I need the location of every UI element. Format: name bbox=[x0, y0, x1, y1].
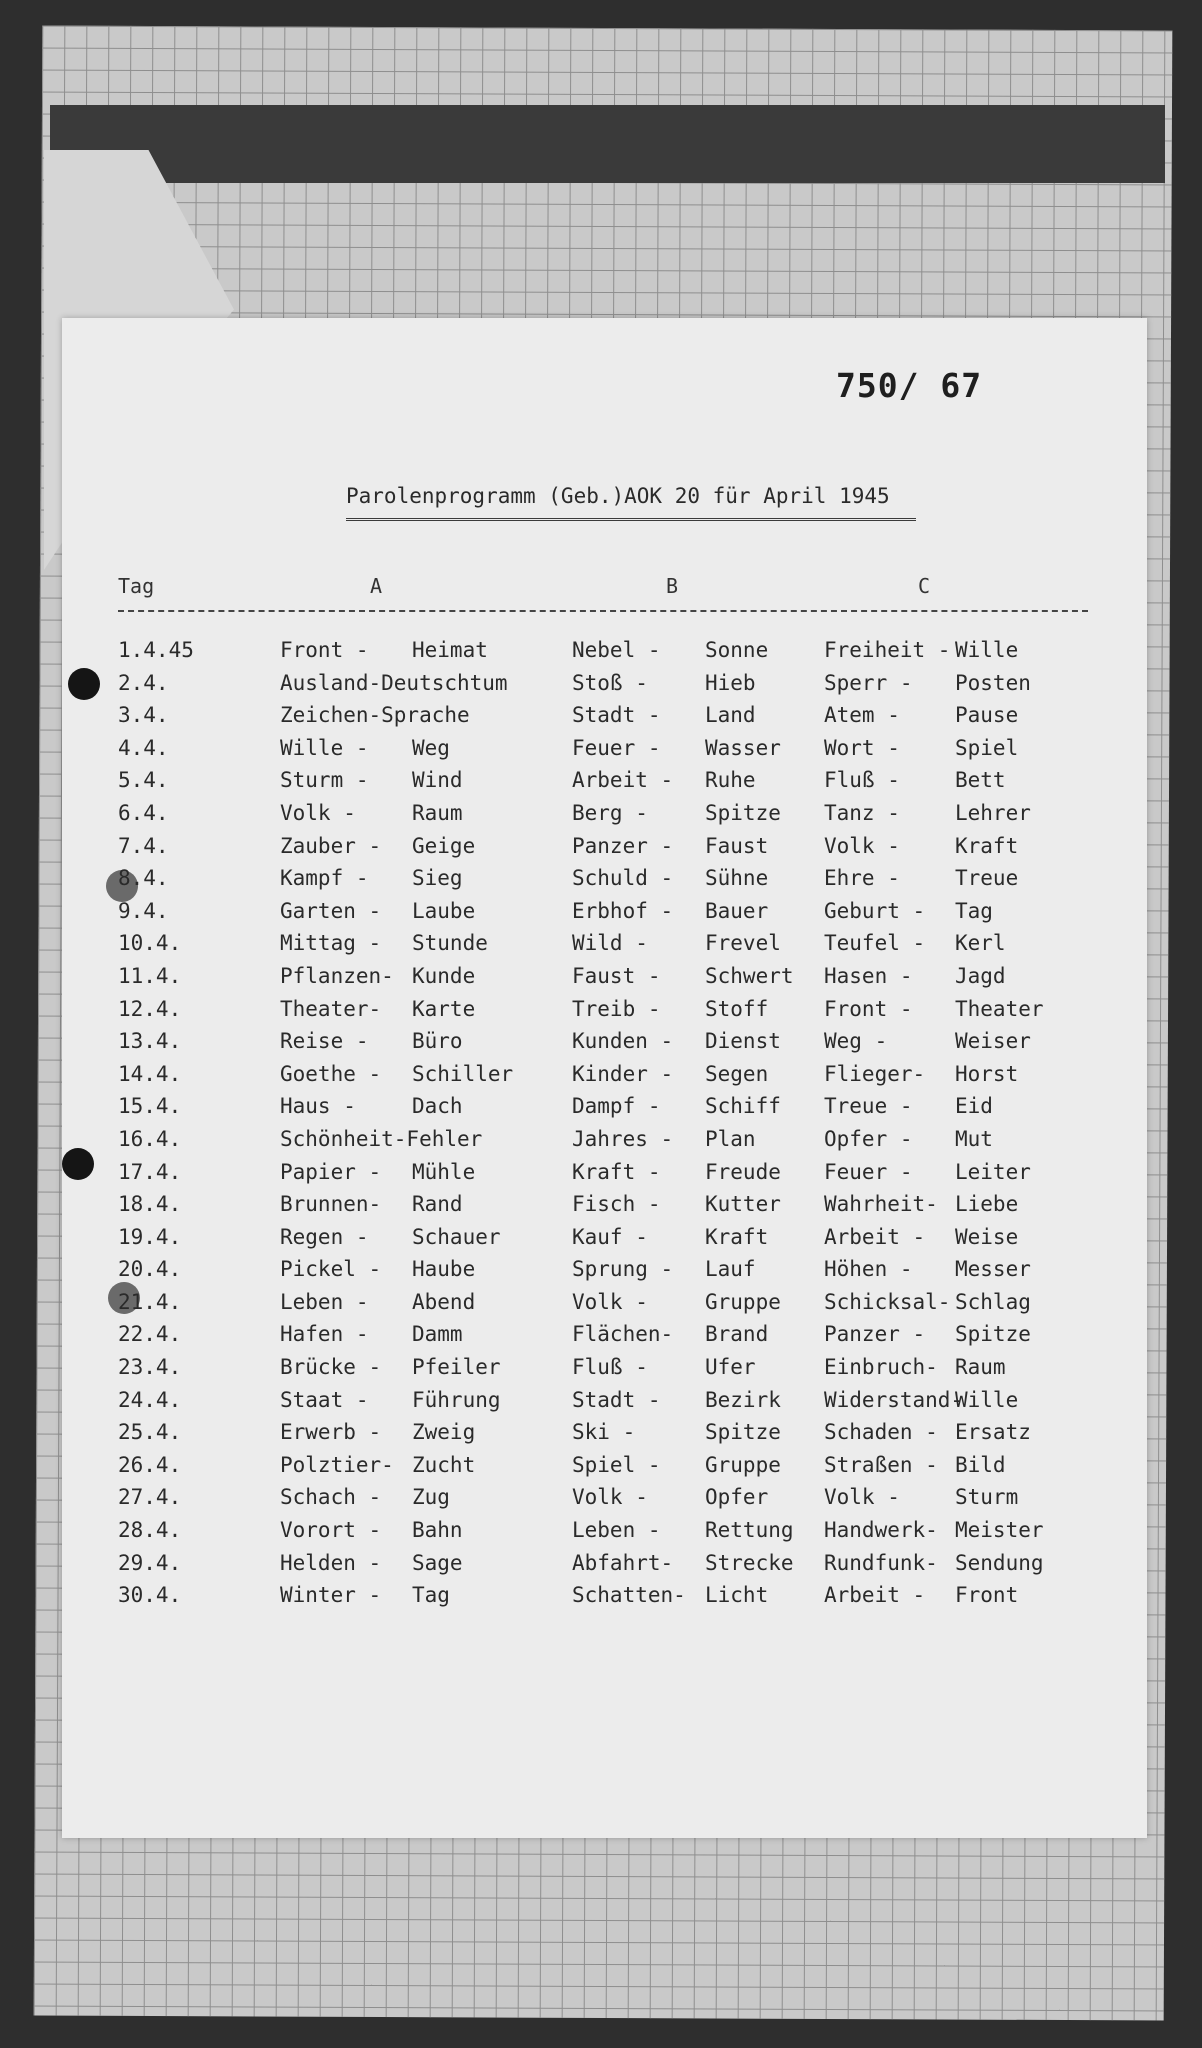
cell-tag: 23.4. bbox=[118, 1355, 182, 1380]
cell-c1: Hasen - bbox=[824, 963, 913, 988]
table-row bbox=[0, 931, 1202, 964]
cell-c2: Jagd bbox=[955, 963, 1006, 988]
cell-b2: Rettung bbox=[705, 1518, 794, 1543]
cell-tag: 22.4. bbox=[118, 1322, 182, 1347]
cell-a2: Kunde bbox=[412, 963, 476, 988]
cell-a2: Raum bbox=[412, 800, 463, 825]
cell-b1: Wild - bbox=[572, 931, 648, 956]
cell-b1: Faust - bbox=[572, 963, 661, 988]
cell-tag: 27.4. bbox=[118, 1485, 182, 1510]
table-row bbox=[0, 1420, 1202, 1453]
cell-b2: Dienst bbox=[705, 1029, 781, 1054]
cell-a2: Büro bbox=[412, 1029, 463, 1054]
cell-c1: Ehre - bbox=[824, 866, 900, 891]
cell-b1: Kauf - bbox=[572, 1224, 648, 1249]
cell-tag: 7.4. bbox=[118, 833, 169, 858]
cell-c2: Leiter bbox=[955, 1159, 1031, 1184]
cell-c1: Straßen - bbox=[824, 1452, 938, 1477]
cell-c2: Kerl bbox=[955, 931, 1006, 956]
cell-tag: 1.4.45 bbox=[118, 638, 194, 662]
cell-a2: Zucht bbox=[412, 1452, 476, 1477]
cell-c1: Panzer - bbox=[824, 1322, 926, 1347]
table-row bbox=[0, 1257, 1202, 1290]
cell-tag: 30.4. bbox=[118, 1583, 182, 1608]
cell-a2: Geige bbox=[412, 833, 476, 858]
cell-b2: Plan bbox=[705, 1126, 756, 1151]
cell-c2: Sendung bbox=[955, 1550, 1044, 1575]
cell-c2: Theater bbox=[955, 996, 1044, 1021]
cell-tag: 11.4. bbox=[118, 963, 182, 988]
cell-c2: Weise bbox=[955, 1224, 1019, 1249]
cell-b1: Kunden - bbox=[572, 1029, 674, 1054]
cell-b1: Berg - bbox=[572, 800, 648, 825]
cell-c2: Weiser bbox=[955, 1029, 1031, 1054]
cell-c1: Höhen - bbox=[824, 1257, 913, 1282]
table-row bbox=[0, 997, 1202, 1030]
cell-a1: Mittag - bbox=[280, 931, 382, 956]
cell-tag: 13.4. bbox=[118, 1029, 182, 1054]
cell-b2: Faust bbox=[705, 833, 769, 858]
cell-b1: Fluß - bbox=[572, 1355, 648, 1380]
cell-tag: 14.4. bbox=[118, 1061, 182, 1086]
cell-b2: Sühne bbox=[705, 866, 769, 891]
table-row bbox=[0, 801, 1202, 834]
cell-b2: Licht bbox=[705, 1583, 769, 1608]
cell-c2: Spitze bbox=[955, 1322, 1031, 1347]
cell-a2: Dach bbox=[412, 1094, 463, 1119]
cell-a1: Schach - bbox=[280, 1485, 382, 1510]
table-row bbox=[0, 1290, 1202, 1323]
cell-b1: Jahres - bbox=[572, 1126, 674, 1151]
cell-b2: Lauf bbox=[705, 1257, 756, 1282]
cell-c2: Schlag bbox=[955, 1289, 1031, 1314]
cell-c1: Freiheit - bbox=[824, 638, 951, 662]
cell-c2: Lehrer bbox=[955, 800, 1031, 825]
cell-c2: Posten bbox=[955, 670, 1031, 695]
table-row bbox=[0, 736, 1202, 769]
cell-a1: Volk - bbox=[280, 800, 356, 825]
cell-c1: Arbeit - bbox=[824, 1224, 926, 1249]
cell-tag: 26.4. bbox=[118, 1452, 182, 1477]
dark-band bbox=[50, 105, 1165, 183]
cell-a1: Reise - bbox=[280, 1029, 369, 1054]
cell-a1: Ausland-Deutschtum bbox=[280, 670, 508, 695]
table-row bbox=[0, 1485, 1202, 1518]
cell-a1: Schönheit-Fehler bbox=[280, 1126, 483, 1151]
cell-a1: Garten - bbox=[280, 898, 382, 923]
cell-c1: Schicksal- bbox=[824, 1289, 951, 1314]
cell-a2: Stunde bbox=[412, 931, 488, 956]
cell-tag: 17.4. bbox=[118, 1159, 182, 1184]
table-row bbox=[0, 964, 1202, 997]
cell-a1: Polztier- bbox=[280, 1452, 394, 1477]
cell-c1: Geburt - bbox=[824, 898, 926, 923]
cell-a1: Brücke - bbox=[280, 1355, 382, 1380]
cell-a2: Weg bbox=[412, 735, 450, 760]
cell-b1: Treib - bbox=[572, 996, 661, 1021]
cell-b1: Abfahrt- bbox=[572, 1550, 674, 1575]
table-row bbox=[0, 1127, 1202, 1160]
cell-b1: Erbhof - bbox=[572, 898, 674, 923]
cell-tag: 25.4. bbox=[118, 1420, 182, 1445]
cell-c1: Arbeit - bbox=[824, 1583, 926, 1608]
table-row bbox=[0, 1388, 1202, 1421]
cell-a1: Zauber - bbox=[280, 833, 382, 858]
cell-tag: 8.4. bbox=[118, 866, 169, 891]
cell-a1: Goethe - bbox=[280, 1061, 382, 1086]
cell-b2: Wasser bbox=[705, 735, 781, 760]
cell-c2: Messer bbox=[955, 1257, 1031, 1282]
document-title: Parolenprogramm (Geb.)AOK 20 für April 1945 bbox=[346, 484, 890, 508]
table-row bbox=[0, 638, 1202, 671]
cell-b1: Stoß - bbox=[572, 670, 648, 695]
cell-c2: Bild bbox=[955, 1452, 1006, 1477]
document-number: 750/ 67 bbox=[836, 366, 983, 405]
cell-c1: Fluß - bbox=[824, 768, 900, 793]
cell-tag: 4.4. bbox=[118, 735, 169, 760]
cell-tag: 21.4. bbox=[118, 1289, 182, 1314]
cell-a2: Zug bbox=[412, 1485, 450, 1510]
cell-c1: Handwerk- bbox=[824, 1518, 938, 1543]
cell-a2: Haube bbox=[412, 1257, 476, 1282]
cell-b1: Feuer - bbox=[572, 735, 661, 760]
cell-c2: Meister bbox=[955, 1518, 1044, 1543]
cell-a1: Vorort - bbox=[280, 1518, 382, 1543]
cell-a1: Theater- bbox=[280, 996, 382, 1021]
cell-c1: Volk - bbox=[824, 1485, 900, 1510]
cell-tag: 2.4. bbox=[118, 670, 169, 695]
cell-b2: Bauer bbox=[705, 898, 769, 923]
cell-c1: Teufel - bbox=[824, 931, 926, 956]
header-tag: Tag bbox=[118, 574, 155, 598]
cell-b1: Panzer - bbox=[572, 833, 674, 858]
header-dashed-rule bbox=[118, 610, 1088, 612]
cell-c1: Wort - bbox=[824, 735, 900, 760]
cell-tag: 9.4. bbox=[118, 898, 169, 923]
cell-b1: Leben - bbox=[572, 1518, 661, 1543]
cell-c1: Volk - bbox=[824, 833, 900, 858]
table-row bbox=[0, 834, 1202, 867]
cell-c2: Pause bbox=[955, 703, 1019, 728]
cell-c1: Widerstand- bbox=[824, 1387, 964, 1412]
cell-c1: Weg - bbox=[824, 1029, 888, 1054]
table-row bbox=[0, 1518, 1202, 1551]
cell-c2: Kraft bbox=[955, 833, 1019, 858]
cell-a2: Laube bbox=[412, 898, 476, 923]
cell-b2: Ruhe bbox=[705, 768, 756, 793]
cell-a2: Abend bbox=[412, 1289, 476, 1314]
cell-b2: Stoff bbox=[705, 996, 769, 1021]
cell-a2: Pfeiler bbox=[412, 1355, 501, 1380]
cell-tag: 5.4. bbox=[118, 768, 169, 793]
cell-tag: 19.4. bbox=[118, 1224, 182, 1249]
table-row bbox=[0, 899, 1202, 932]
cell-a1: Regen - bbox=[280, 1224, 369, 1249]
cell-b1: Nebel - bbox=[572, 638, 661, 662]
cell-a1: Haus - bbox=[280, 1094, 356, 1119]
cell-b1: Kraft - bbox=[572, 1159, 661, 1184]
table-row bbox=[0, 1583, 1202, 1616]
cell-c2: Eid bbox=[955, 1094, 993, 1119]
cell-c2: Ersatz bbox=[955, 1420, 1031, 1445]
table-row bbox=[0, 703, 1202, 736]
cell-a2: Führung bbox=[412, 1387, 501, 1412]
cell-a1: Zeichen-Sprache bbox=[280, 703, 470, 728]
cell-tag: 29.4. bbox=[118, 1550, 182, 1575]
cell-a2: Heimat bbox=[412, 638, 488, 662]
cell-c2: Raum bbox=[955, 1355, 1006, 1380]
cell-b2: Gruppe bbox=[705, 1289, 781, 1314]
cell-a1: Brunnen- bbox=[280, 1192, 382, 1217]
cell-a1: Helden - bbox=[280, 1550, 382, 1575]
cell-tag: 15.4. bbox=[118, 1094, 182, 1119]
cell-b1: Fisch - bbox=[572, 1192, 661, 1217]
cell-tag: 24.4. bbox=[118, 1387, 182, 1412]
header-c: C bbox=[918, 574, 931, 598]
cell-c2: Liebe bbox=[955, 1192, 1019, 1217]
cell-b2: Strecke bbox=[705, 1550, 794, 1575]
table-row bbox=[0, 1355, 1202, 1388]
cell-c1: Wahrheit- bbox=[824, 1192, 938, 1217]
cell-a2: Rand bbox=[412, 1192, 463, 1217]
cell-c2: Bett bbox=[955, 768, 1006, 793]
cell-b2: Gruppe bbox=[705, 1452, 781, 1477]
cell-a1: Leben - bbox=[280, 1289, 369, 1314]
table-row bbox=[0, 1453, 1202, 1486]
table-row bbox=[0, 1062, 1202, 1095]
table-row bbox=[0, 1322, 1202, 1355]
cell-tag: 10.4. bbox=[118, 931, 182, 956]
cell-a2: Sage bbox=[412, 1550, 463, 1575]
cell-c2: Wille bbox=[955, 1387, 1019, 1412]
cell-tag: 12.4. bbox=[118, 996, 182, 1021]
cell-a1: Kampf - bbox=[280, 866, 369, 891]
title-underline bbox=[346, 518, 916, 521]
cell-a1: Winter - bbox=[280, 1583, 382, 1608]
cell-c1: Feuer - bbox=[824, 1159, 913, 1184]
cell-a1: Pickel - bbox=[280, 1257, 382, 1282]
cell-b1: Stadt - bbox=[572, 1387, 661, 1412]
cell-b1: Flächen- bbox=[572, 1322, 674, 1347]
cell-c1: Schaden - bbox=[824, 1420, 938, 1445]
cell-b1: Schuld - bbox=[572, 866, 674, 891]
cell-c1: Einbruch- bbox=[824, 1355, 938, 1380]
cell-a2: Damm bbox=[412, 1322, 463, 1347]
cell-a2: Bahn bbox=[412, 1518, 463, 1543]
cell-c1: Treue - bbox=[824, 1094, 913, 1119]
cell-b2: Segen bbox=[705, 1061, 769, 1086]
cell-b2: Ufer bbox=[705, 1355, 756, 1380]
cell-b1: Stadt - bbox=[572, 703, 661, 728]
table-row bbox=[0, 1551, 1202, 1584]
cell-c2: Sturm bbox=[955, 1485, 1019, 1510]
cell-c2: Horst bbox=[955, 1061, 1019, 1086]
cell-c1: Flieger- bbox=[824, 1061, 926, 1086]
cell-b2: Bezirk bbox=[705, 1387, 781, 1412]
cell-b1: Arbeit - bbox=[572, 768, 674, 793]
table-row bbox=[0, 1094, 1202, 1127]
cell-a1: Wille - bbox=[280, 735, 369, 760]
cell-c1: Front - bbox=[824, 996, 913, 1021]
cell-tag: 16.4. bbox=[118, 1126, 182, 1151]
cell-b2: Kraft bbox=[705, 1224, 769, 1249]
cell-b2: Spitze bbox=[705, 800, 781, 825]
cell-a1: Front - bbox=[280, 638, 369, 662]
cell-tag: 3.4. bbox=[118, 703, 169, 728]
cell-b2: Brand bbox=[705, 1322, 769, 1347]
header-a: A bbox=[370, 574, 383, 598]
cell-b2: Sonne bbox=[705, 638, 769, 662]
cell-a1: Hafen - bbox=[280, 1322, 369, 1347]
cell-c1: Rundfunk- bbox=[824, 1550, 938, 1575]
cell-b1: Volk - bbox=[572, 1485, 648, 1510]
cell-a2: Zweig bbox=[412, 1420, 476, 1445]
cell-b1: Volk - bbox=[572, 1289, 648, 1314]
cell-a2: Tag bbox=[412, 1583, 450, 1608]
header-b: B bbox=[666, 574, 679, 598]
cell-b2: Hieb bbox=[705, 670, 756, 695]
cell-a1: Erwerb - bbox=[280, 1420, 382, 1445]
table-row bbox=[0, 1192, 1202, 1225]
cell-b2: Schwert bbox=[705, 963, 794, 988]
cell-c1: Sperr - bbox=[824, 670, 913, 695]
cell-b1: Sprung - bbox=[572, 1257, 674, 1282]
slogan-table bbox=[0, 638, 1202, 1616]
cell-tag: 28.4. bbox=[118, 1518, 182, 1543]
cell-tag: 6.4. bbox=[118, 800, 169, 825]
table-row bbox=[0, 768, 1202, 801]
cell-b1: Spiel - bbox=[572, 1452, 661, 1477]
cell-b2: Frevel bbox=[705, 931, 781, 956]
cell-a2: Schiller bbox=[412, 1061, 514, 1086]
cell-tag: 20.4. bbox=[118, 1257, 182, 1282]
cell-a2: Schauer bbox=[412, 1224, 501, 1249]
table-row bbox=[0, 1225, 1202, 1258]
cell-b1: Schatten- bbox=[572, 1583, 686, 1608]
cell-a1: Sturm - bbox=[280, 768, 369, 793]
cell-a2: Karte bbox=[412, 996, 476, 1021]
cell-b1: Kinder - bbox=[572, 1061, 674, 1086]
cell-c2: Mut bbox=[955, 1126, 993, 1151]
cell-a1: Pflanzen- bbox=[280, 963, 394, 988]
cell-b2: Land bbox=[705, 703, 756, 728]
cell-a2: Sieg bbox=[412, 866, 463, 891]
cell-b1: Ski - bbox=[572, 1420, 636, 1445]
cell-c2: Front bbox=[955, 1583, 1019, 1608]
table-row bbox=[0, 671, 1202, 704]
cell-b2: Spitze bbox=[705, 1420, 781, 1445]
cell-tag: 18.4. bbox=[118, 1192, 182, 1217]
cell-c1: Atem - bbox=[824, 703, 900, 728]
cell-c2: Spiel bbox=[955, 735, 1019, 760]
table-row bbox=[0, 866, 1202, 899]
cell-a1: Staat - bbox=[280, 1387, 369, 1412]
cell-b2: Schiff bbox=[705, 1094, 781, 1119]
table-row bbox=[0, 1160, 1202, 1193]
cell-b2: Opfer bbox=[705, 1485, 769, 1510]
cell-c1: Tanz - bbox=[824, 800, 900, 825]
cell-b2: Kutter bbox=[705, 1192, 781, 1217]
cell-b1: Dampf - bbox=[572, 1094, 661, 1119]
cell-b2: Freude bbox=[705, 1159, 781, 1184]
table-row bbox=[0, 1029, 1202, 1062]
cell-c2: Wille bbox=[955, 638, 1019, 662]
cell-a2: Wind bbox=[412, 768, 463, 793]
cell-a2: Mühle bbox=[412, 1159, 476, 1184]
cell-c1: Opfer - bbox=[824, 1126, 913, 1151]
cell-c2: Treue bbox=[955, 866, 1019, 891]
cell-a1: Papier - bbox=[280, 1159, 382, 1184]
cell-c2: Tag bbox=[955, 898, 993, 923]
